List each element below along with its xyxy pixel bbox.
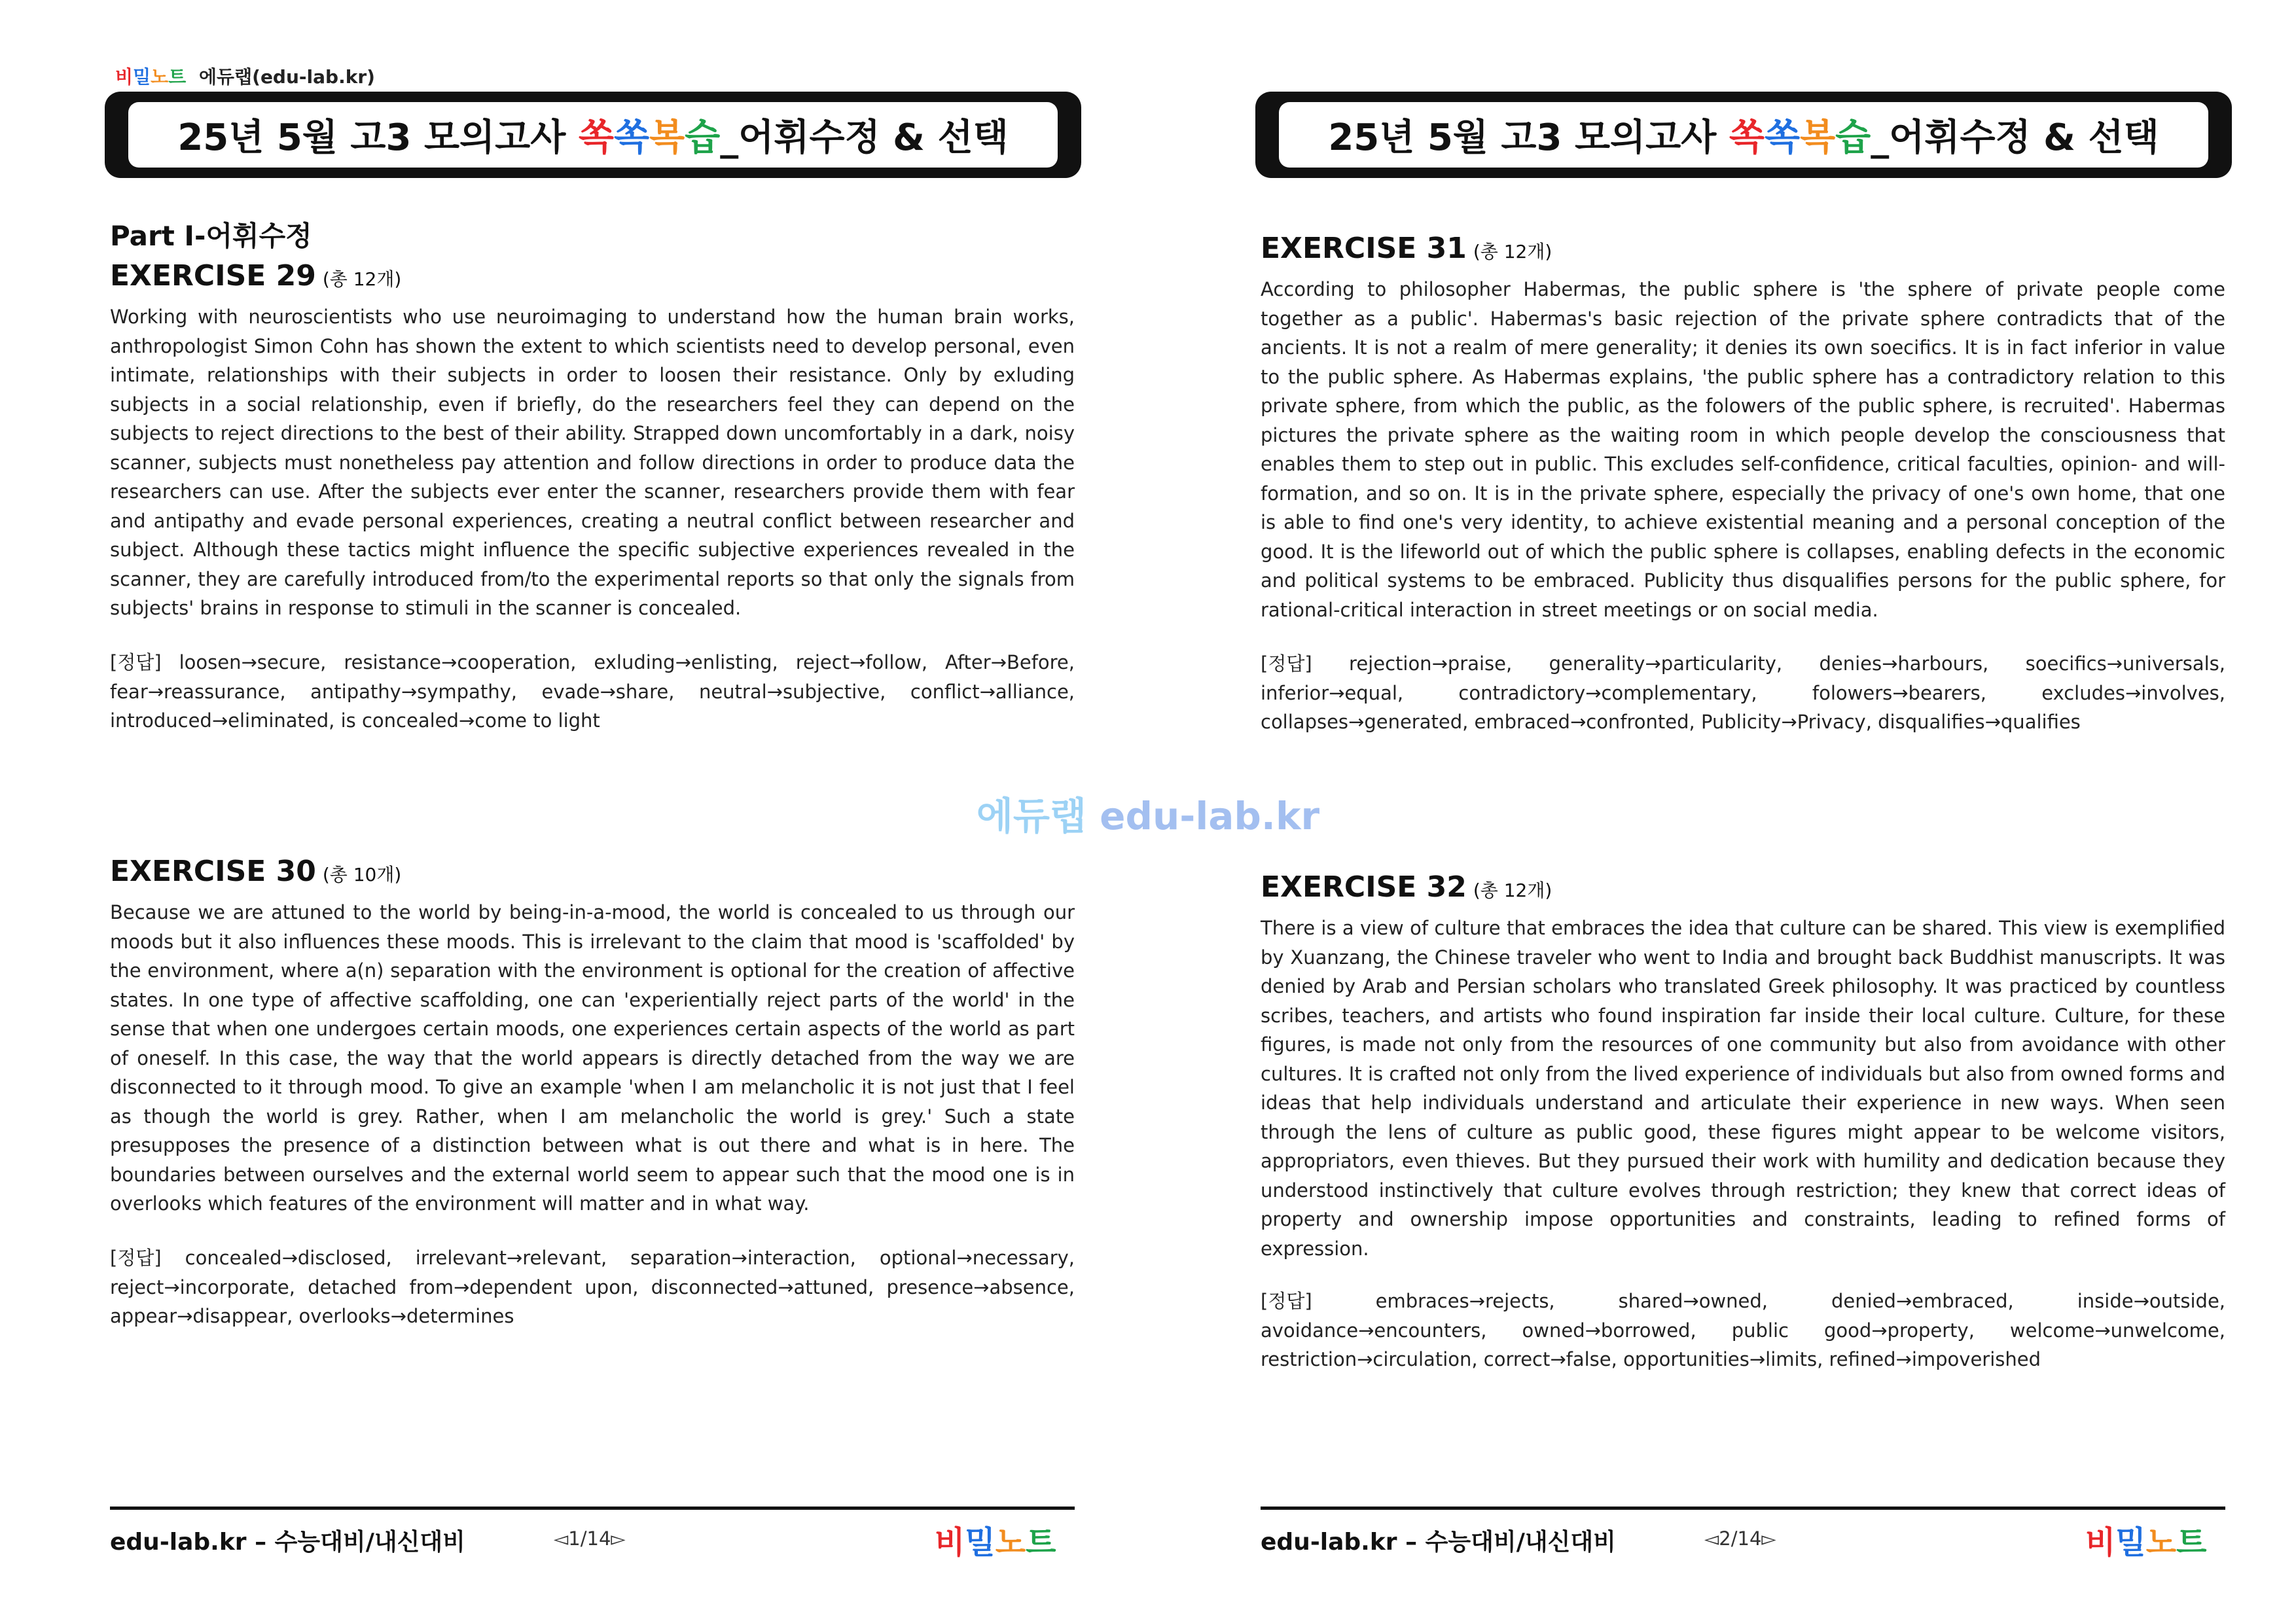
title-char: 쏙 (578, 116, 614, 159)
title-char: 습 (685, 116, 721, 159)
title-banner (1255, 92, 2232, 178)
watermark-latin: edu-lab.kr (1100, 794, 1320, 838)
page-title (1279, 102, 2208, 168)
page-number: ◅1/14▻ (554, 1527, 626, 1550)
exercise-count: (총 12개) (1473, 241, 1552, 262)
brand-char: 노 (2145, 1524, 2177, 1561)
title-prefix: 25년 5월 고3 모의고사 (177, 116, 579, 159)
brand-char: 비 (2085, 1524, 2116, 1561)
exercise-32-heading (1261, 870, 1552, 904)
part-heading: Part I-어휘수정 (110, 220, 312, 252)
brand-char: 트 (168, 66, 187, 88)
title-char: 쏙 (1729, 116, 1765, 159)
brand-char: 트 (1026, 1524, 1056, 1561)
brand-char: 비 (115, 66, 134, 88)
title-suffix: _어휘수정 & 선택 (720, 116, 1009, 159)
exercise-label: EXERCISE 29 (110, 259, 316, 293)
exercise-31-heading (1261, 232, 1552, 265)
title-banner (105, 92, 1081, 178)
brand-char: 트 (2176, 1524, 2207, 1561)
title-char: 습 (1835, 116, 1871, 159)
exercise-count: (총 12개) (322, 268, 402, 290)
exercise-29-answer: [정답] loosen→secure, resistance→cooperation, exluding→enlisting, reject→follow, After→Before, fear→reassurance, antipathy→sympathy, evade→share, neutral→subjective, conflict→alliance, introduced→eliminated, is concealed→come to light (110, 651, 1075, 732)
footer-brand (2085, 1517, 2207, 1562)
footer-brand (935, 1517, 1056, 1562)
footer-divider (1261, 1507, 2225, 1510)
page-title (128, 102, 1058, 168)
title-suffix: _어휘수정 & 선택 (1871, 116, 2159, 159)
exercise-32-passage: There is a view of culture that embraces the idea that culture can be shared. This view is exemplified by Xuanzang, the Chinese traveler who went to India and brought back Buddhist manuscripts. It was denied by Arab and Persian scholars who translated Greek philosophy. It was practiced by countless scribes, teachers, and artists who found inspiration far inside their local culture. Culture, for these figures, is made not only from the resources of one community but also from avoidance with other cultures. It is crafted not only from the lived experience of individuals but also from owned forms and ideas that help individuals understand and articulate their experience in new ways. When seen through the lens of culture as public good, these figures might appear to be welcome visitors, appropriators, even thieves. But they pursued their work with humility and dedication because they understood instinctively that culture evolves through restriction; they knew that correct ideas of property and ownership impose opportunities and constraints, leading to refined forms of expression. (1261, 917, 2226, 1260)
title-char: 복 (1800, 116, 1836, 159)
exercise-30-passage: Because we are attuned to the world by being-in-a-mood, the world is concealed to us through our moods but it also influences these moods. This is irrelevant to the claim that mood is 'scaffolded' by the environment, where a(n) separation with the environment is optional for the creation of affective states. In one type of affective scaffolding, one can 'experientially reject parts of the world' in the sense that when one undergoes certain moods, one experiences certain aspects of the world as part of oneself. In this case, the way that the world appears is directly detached from the way we are disconnected to it through mood. To give an example 'when I am melancholic it is not just that I feel as though the world is grey. Rather, when I am melancholic the world is grey.' Such a state presupposes the presence of a distinction between what is out there and what is in here. The boundaries between ourselves and the external world seem to appear such that the mood one is in overlooks which features of the environment will matter and in what way. (110, 901, 1075, 1215)
exercise-label: EXERCISE 32 (1261, 870, 1467, 904)
brand-char: 밀 (133, 66, 151, 88)
brand-char: 노 (995, 1524, 1026, 1561)
exercise-count: (총 10개) (322, 864, 402, 885)
exercise-30-answer: [정답] concealed→disclosed, irrelevant→relevant, separation→interaction, optional→necessary, reject→incorporate, detached from→dependent upon, disconnected→attuned, presence→absence, appear→disappear, overlooks→determines (110, 1247, 1075, 1327)
exercise-31-answer: [정답] rejection→praise, generality→particularity, denies→harbours, soecifics→universals, inferior→equal, contradictory→complementary, folowers→bearers, excludes→involves, collapses→generated, embraced→confronted, Publicity→Privacy, disqualifies→qualifies (1261, 652, 2225, 733)
title-char: 쏙 (613, 116, 650, 159)
brand-char: 밀 (2115, 1524, 2146, 1561)
footer-site: edu-lab.kr – 수능대비/내신대비 (110, 1529, 465, 1556)
title-char: 쏙 (1764, 116, 1801, 159)
exercise-29-passage: Working with neuroscientists who use neuroimaging to understand how the human brain works, anthropologist Simon Cohn has shown the extent to which scientists need to develop personal, even intimate, relationships with their subjects in order to loosen their resistance. Only by exluding subjects in a social relationship, even if briefly, do the researchers feel they can depend on the subjects to reject directions to the best of their ability. Strapped down uncomfortably in a dark, noisy scanner, subjects must nonetheless pay attention and follow directions in order to produce data the researchers can use. After the subjects ever enter the scanner, researchers provide them with fear and antipathy and evade personal experiences, creating a neutral conflict between researcher and subject. Although these tactics might influence the specific subjective experiences revealed in the scanner, they are carefully introduced from/to the experimental reports so that only the signals from subjects' brains in response to stimuli in the scanner is concealed. (110, 306, 1075, 619)
footer-site: edu-lab.kr – 수능대비/내신대비 (1261, 1529, 1616, 1556)
brand-site: 에듀랩(edu-lab.kr) (199, 66, 375, 88)
exercise-label: EXERCISE 30 (110, 855, 316, 888)
watermark-korean: 에듀랩 (976, 794, 1086, 838)
exercise-31-passage: According to philosopher Habermas, the public sphere is 'the sphere of private people come together as a public'. Habermas's basic rejection of the private sphere contradicts that of the ancients. It is not a realm of mere generality; it denies its own soecifics. It is in fact inferior in value to the public sphere. As Habermas explains, 'the public sphere has a contradictory relation to this private sphere, from which the public, as the folowers of the public sphere, is recruited'. Habermas pictures the private sphere as the waiting room in which people develop the consciousness that enables them to step out in public. This excludes self-confidence, critical faculties, opinion- and will-formation, and so on. It is in the private sphere, especially the privacy of one's own home, that one is able to find one's very identity, to achieve existential meaning and a personal conception of the good. It is the lifeworld out of which the public sphere is collapses, enabling defects in the economic and political systems to be embraced. Publicity thus disqualifies persons for the public sphere, for rational-critical interaction in street meetings or on social media. (1261, 278, 2225, 621)
exercise-count: (총 12개) (1473, 880, 1552, 901)
exercise-30-heading (110, 855, 401, 888)
watermark (0, 785, 2296, 840)
exercise-label: EXERCISE 31 (1261, 232, 1467, 265)
exercise-32-answer: [정답] embraces→rejects, shared→owned, denied→embraced, inside→outside, avoidance→encounters, owned→borrowed, public good→property, welcome→unwelcome, restriction→circulation, correct→false, opportunities→limits, refined→impoverished (1261, 1290, 2225, 1370)
title-prefix: 25년 5월 고3 모의고사 (1328, 116, 1729, 159)
brand-char: 밀 (965, 1524, 996, 1561)
brand-char: 비 (935, 1524, 965, 1561)
title-char: 복 (649, 116, 685, 159)
page-number: ◅2/14▻ (1704, 1527, 1776, 1550)
brand-char: 노 (151, 66, 169, 88)
footer-divider (110, 1507, 1075, 1510)
brand-header (115, 63, 375, 89)
exercise-29-heading (110, 259, 401, 293)
